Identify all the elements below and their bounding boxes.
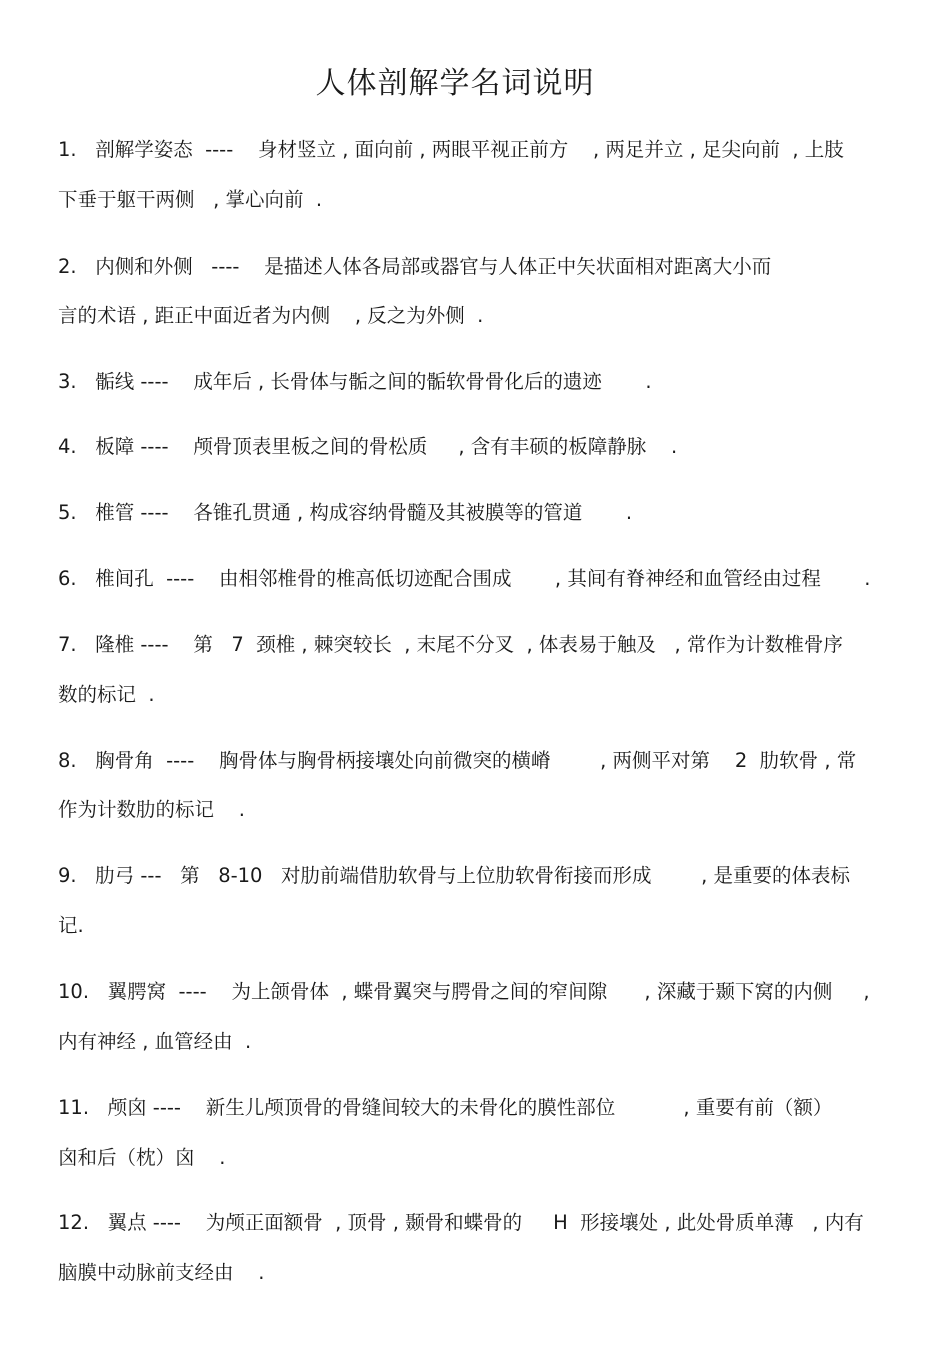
- entry-line: 9. 肋弓 --- 第 8-10 对肋前端借肋软骨与上位肋软骨衔接而形成 , 是重要的体表标: [58, 864, 851, 887]
- entry-line: 8. 胸骨角 ---- 胸骨体与胸骨柄接壤处向前微突的横嵴 , 两侧平对第 2 肋软骨 , 常: [58, 749, 857, 772]
- entry-line: 3. 骺线 ---- 成年后 , 长骨体与骺之间的骺软骨骨化后的遗迹 .: [58, 370, 652, 393]
- entry-line: 数的标记 .: [58, 683, 155, 706]
- entry-line: 作为计数肋的标记 .: [58, 798, 245, 821]
- entry-line: 6. 椎间孔 ---- 由相邻椎骨的椎高低切迹配合围成 , 其间有脊神经和血管经由过程 .: [58, 567, 871, 590]
- entry-line: 下垂于躯干两侧 , 掌心向前 .: [58, 188, 323, 211]
- entry-line: 10. 翼腭窝 ---- 为上颌骨体 , 蝶骨翼突与腭骨之间的窄间隙 , 深藏于颞下窝的内侧 ,: [58, 980, 870, 1003]
- document-title: 人体剖解学名词说明: [315, 66, 595, 101]
- entry-line: 言的术语 , 距正中面近者为内侧 , 反之为外侧 .: [58, 304, 484, 327]
- entry-line: 记.: [58, 914, 84, 937]
- entry-line: 12. 翼点 ---- 为颅正面额骨 , 顶骨 , 颞骨和蝶骨的 H 形接壤处 , 此处骨质单薄 , 内有: [58, 1211, 864, 1234]
- entry-line: 4. 板障 ---- 颅骨顶表里板之间的骨松质 , 含有丰硕的板障静脉 .: [58, 435, 678, 458]
- entry-line: 7. 隆椎 ---- 第 7 颈椎 , 棘突较长 , 末尾不分叉 , 体表易于触及 , 常作为计数椎骨序: [58, 633, 843, 656]
- entry-line: 内有神经 , 血管经由 .: [58, 1030, 252, 1053]
- entry-line: 囟和后（枕）囟 .: [58, 1146, 226, 1169]
- entry-line: 脑膜中动脉前支经由 .: [58, 1261, 265, 1284]
- entry-line: 11. 颅囟 ---- 新生儿颅顶骨的骨缝间较大的未骨化的膜性部位 , 重要有前（额）: [58, 1096, 833, 1119]
- entry-line: 5. 椎管 ---- 各锥孔贯通 , 构成容纳骨髓及其被膜等的管道 .: [58, 501, 633, 524]
- entry-line: 1. 剖解学姿态 ---- 身材竖立 , 面向前 , 两眼平视正前方 , 两足并立 , 足尖向前 , 上肢: [58, 138, 844, 161]
- entry-line: 2. 内侧和外侧 ---- 是描述人体各局部或器官与人体正中矢状面相对距离大小而: [58, 255, 772, 278]
